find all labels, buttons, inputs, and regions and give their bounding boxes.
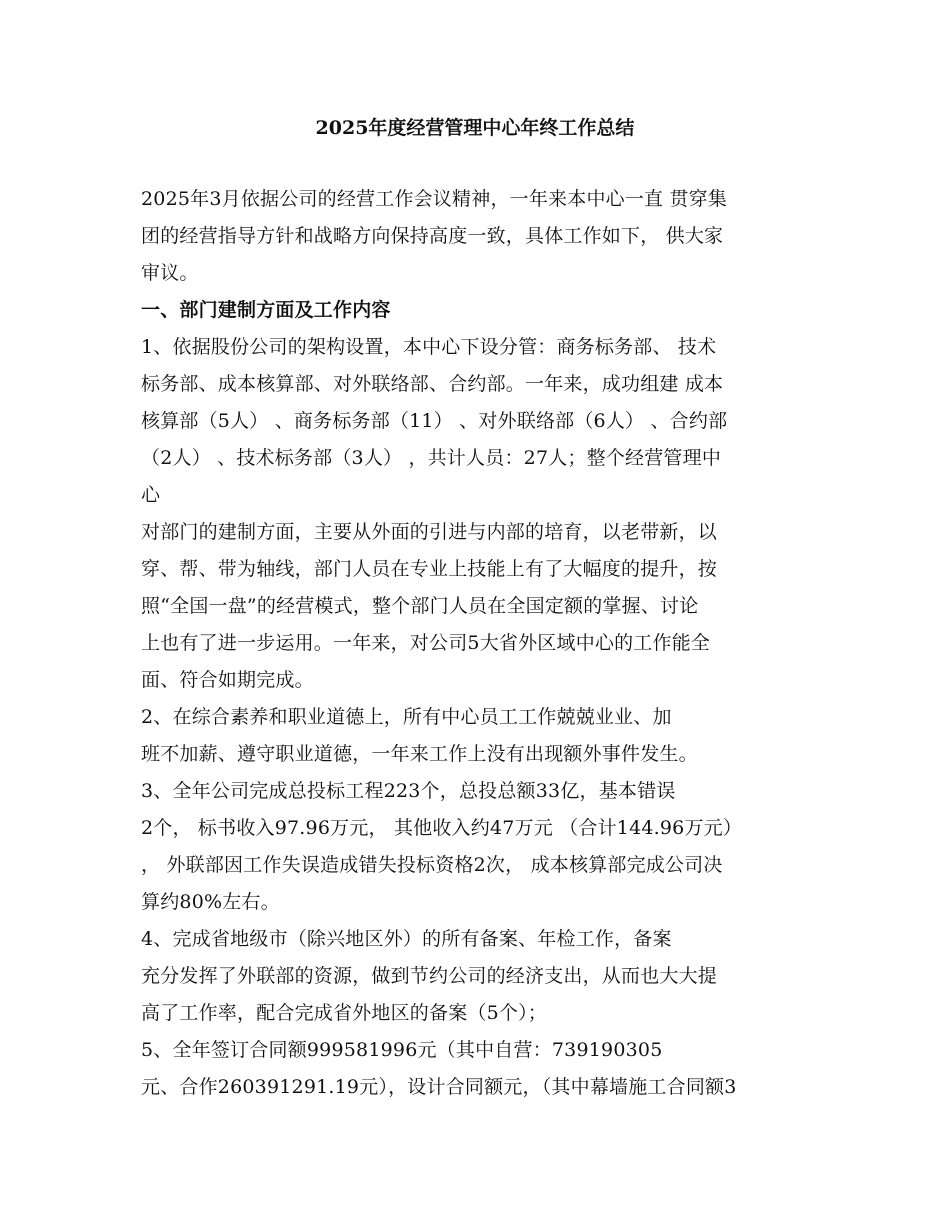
- paragraph-line: （2人） 、技术标务部（3人） ，共计人员：27人；整个经营管理中: [141, 447, 722, 469]
- paragraph-line: 上也有了进一步运用。一年来，对公司5大省外区域中心的工作能全: [141, 632, 711, 654]
- paragraph-line: 高了工作率，配合完成省外地区的备案（5个）；: [141, 1002, 547, 1024]
- paragraph-line: ， 外联部因工作失误造成错失投标资格2次， 成本核算部完成公司决: [141, 854, 723, 876]
- paragraph-line: 5、全年签订合同额999581996元（其中自营：739190305: [141, 1039, 663, 1061]
- paragraph-line: 班不加薪、遵守职业道德，一年来工作上没有出现额外事件发生。: [141, 743, 698, 765]
- paragraph-line: 2个， 标书收入97.96万元， 其他收入约47万元 （合计144.96万元）: [141, 817, 743, 839]
- paragraph-line: 4、完成省地级市（除兴地区外）的所有备案、年检工作，备案: [141, 928, 672, 950]
- document-title: 2025年度经营管理中心年终工作总结: [315, 117, 635, 139]
- paragraph-line: 3、全年公司完成总投标工程223个，总投总额33亿，基本错误: [141, 780, 676, 802]
- paragraph-line: 充分发挥了外联部的资源，做到节约公司的经济支出，从而也大大提: [141, 965, 718, 987]
- paragraph-line: 团的经营指导方针和战略方向保持高度一致，具体工作如下， 供大家: [141, 225, 724, 247]
- paragraph-line: 对部门的建制方面，主要从外面的引进与内部的培育，以老带新，以: [141, 521, 718, 543]
- paragraph-line: 心: [141, 484, 161, 506]
- paragraph-line: 照“全国一盘”的经营模式，整个部门人员在全国定额的掌握、讨论: [141, 595, 699, 617]
- paragraph-line: 面、符合如期完成。: [141, 669, 314, 691]
- paragraph-line: 标务部、成本核算部、对外联络部、合约部。一年来，成功组建 成本: [141, 373, 724, 395]
- paragraph-line: 2、在综合素养和职业道德上，所有中心员工工作兢兢业业、加: [141, 706, 672, 728]
- paragraph-line: 核算部（5人） 、商务标务部（11） 、对外联络部（6人） 、合约部: [141, 410, 728, 432]
- paragraph-line: 1、依据股份公司的架构设置，本中心下设分管：商务标务部、 技术: [141, 336, 717, 358]
- paragraph-line: 2025年3月依据公司的经营工作会议精神，一年来本中心一直 贯穿集: [141, 188, 728, 210]
- paragraph-line: 审议。: [141, 262, 199, 284]
- paragraph-line: 元、合作260391291.19元），设计合同额元，（其中幕墙施工合同额3: [141, 1076, 737, 1098]
- paragraph-line: 穿、帮、带为轴线，部门人员在专业上技能上有了大幅度的提升，按: [141, 558, 718, 580]
- section-heading: 一、部门建制方面及工作内容: [141, 299, 391, 321]
- paragraph-line: 算约80%左右。: [141, 891, 280, 913]
